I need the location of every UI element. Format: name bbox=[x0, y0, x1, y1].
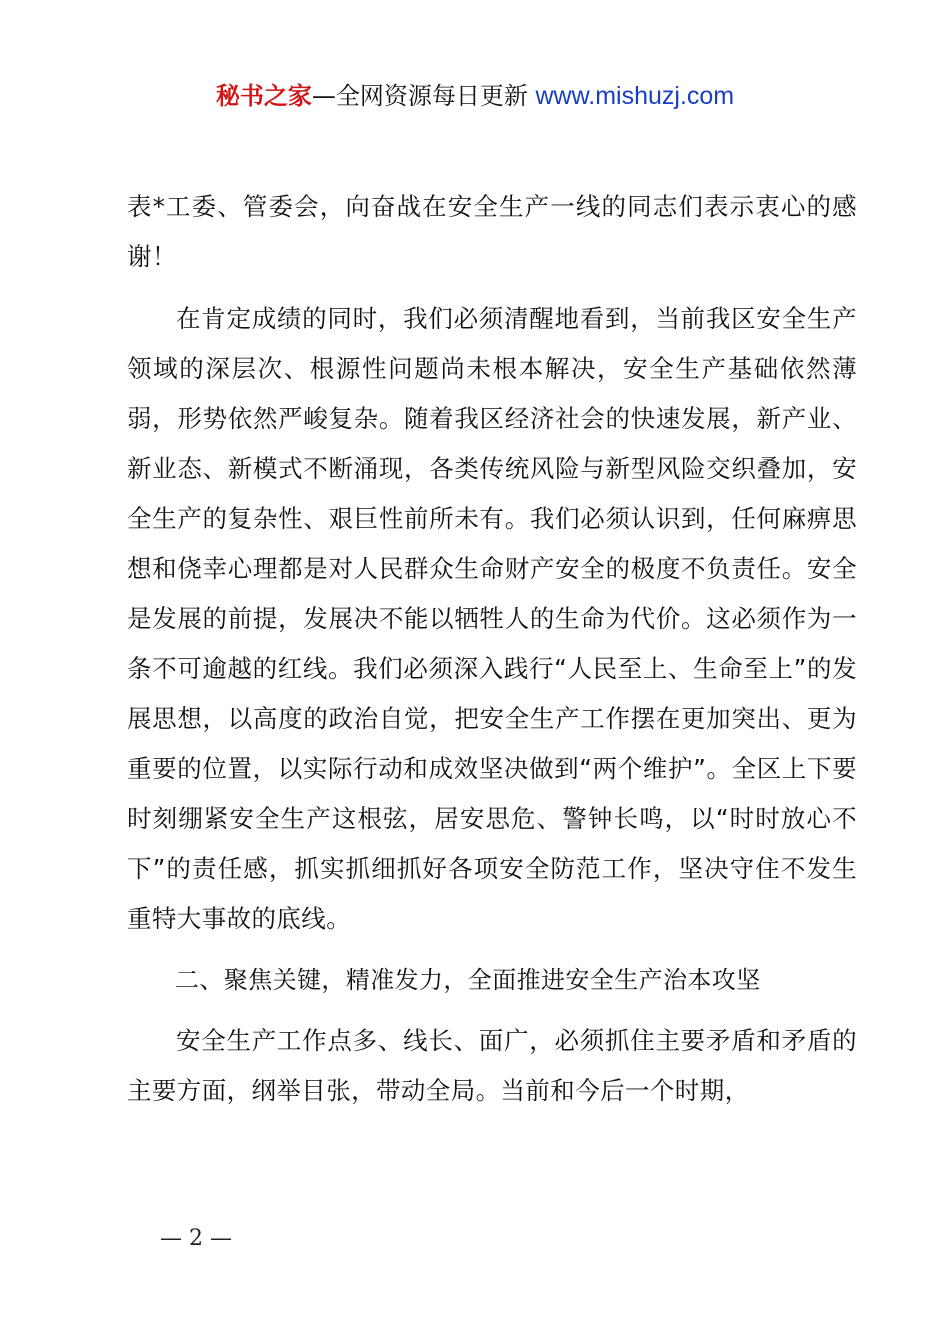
section-heading: 二、聚焦关键，精准发力，全面推进安全生产治本攻坚 bbox=[175, 966, 761, 994]
site-brand: 秘书之家 bbox=[215, 82, 312, 110]
site-slogan: —全网资源每日更新 bbox=[311, 82, 528, 110]
site-url-link[interactable]: www.mishuzj.com bbox=[535, 82, 735, 110]
paragraph-safety-situation: 在肯定成绩的同时，我们必须清醒地看到，当前我区安全生产领域的深层次、根源性问题尚未根本解决，安全生产基础依然薄弱，形势依然严峻复杂。随着我区经济社会的快速发展，新产业、新业态、新模式不断涌现，各类传统风险与新型风险交织叠加，安全生产的复杂性、艰巨性前所未有。我们必须认识到，任何麻痹思想和侥幸心理都是对人民群众生命财产安全的极度不负责任。安全是发展的前提，发展决不能以牺牲人的生命为代价。这必须作为一条不可逾越的红线。我们必须深入践行“人民至上、生命至上”的发展思想，以高度的政治自觉，把安全生产工作摆在更加突出、更为重要的位置，以实际行动和成效坚决做到“两个维护”。全区上下要时刻绷紧安全生产这根弦，居安思危、警钟长鸣，以“时时放心不下”的责任感，抓实抓细抓好各项安全防范工作，坚决守住不发生重特大事故的底线。 bbox=[127, 304, 857, 933]
document-body bbox=[127, 182, 857, 1116]
page-number: — 2 — bbox=[160, 1226, 232, 1251]
site-header bbox=[0, 78, 950, 114]
paragraph-continuation: 表*工委、管委会，向奋战在安全生产一线的同志们表示衷心的感谢！ bbox=[127, 192, 857, 271]
paragraph-key-focus: 安全生产工作点多、线长、面广，必须抓住主要矛盾和矛盾的主要方面，纲举目张，带动全局。当前和今后一个时期， bbox=[127, 1026, 857, 1105]
